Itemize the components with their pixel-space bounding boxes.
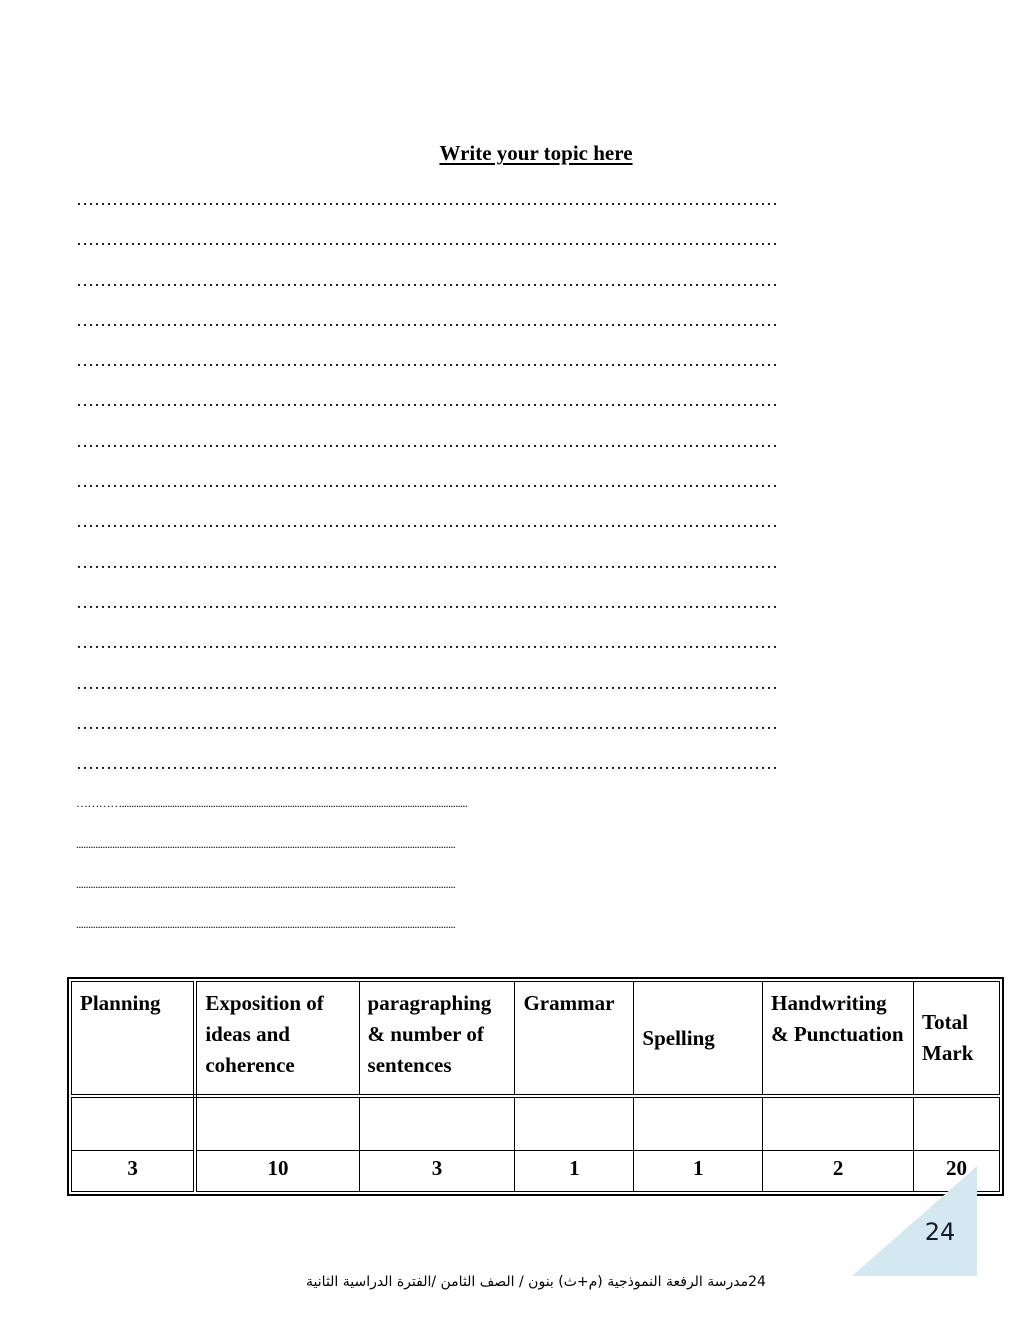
writing-line[interactable]: ……………………………………………………………………………………………………… xyxy=(76,309,778,330)
school-footer: 24مدرسة الرفعة النموذجية (م+ث) بنون / الصف الثامن /الفترة الدراسية الثانية xyxy=(306,1274,766,1290)
topic-title: Write your topic here xyxy=(439,141,633,165)
score-cell-exposition[interactable] xyxy=(195,1096,359,1151)
writing-line[interactable]: .............................................................................................................................................................. xyxy=(76,836,456,851)
score-cell-total[interactable] xyxy=(914,1096,1000,1151)
rubric-header-row xyxy=(72,982,1000,1097)
writing-line[interactable]: ……………………………………………………………………………………………………… xyxy=(76,430,778,451)
writing-line[interactable]: …………................................................................................................................................................ xyxy=(76,796,468,811)
writing-line[interactable]: ……………………………………………………………………………………………………… xyxy=(76,632,778,653)
score-cell-grammar[interactable] xyxy=(515,1096,634,1151)
writing-line[interactable]: .............................................................................................................................................................. xyxy=(76,877,456,892)
max-mark-spelling: 1 xyxy=(634,1151,763,1192)
max-mark-grammar: 1 xyxy=(515,1151,634,1192)
score-cell-handwriting[interactable] xyxy=(763,1096,914,1151)
writing-line[interactable]: ……………………………………………………………………………………………………… xyxy=(76,390,778,411)
writing-line[interactable]: ……………………………………………………………………………………………………… xyxy=(76,350,778,371)
writing-line[interactable]: .............................................................................................................................................................. xyxy=(76,917,456,932)
score-cell-spelling[interactable] xyxy=(634,1096,763,1151)
page-number: 24 xyxy=(924,1218,956,1246)
rubric-header-total: Total Mark xyxy=(914,982,1000,1097)
marking-rubric-table xyxy=(67,977,1004,1196)
rubric-header-handwriting: Handwriting & Punctuation xyxy=(763,982,914,1097)
score-cell-planning[interactable] xyxy=(72,1096,196,1151)
rubric-header-planning: Planning xyxy=(72,982,196,1097)
rubric-header-grammar: Grammar xyxy=(515,982,634,1097)
max-mark-paragraphing: 3 xyxy=(359,1151,515,1192)
writing-lines xyxy=(76,184,998,950)
rubric-score-row xyxy=(72,1096,1000,1151)
max-mark-exposition: 10 xyxy=(195,1151,359,1192)
writing-line[interactable]: ……………………………………………………………………………………………………… xyxy=(76,471,778,492)
writing-line[interactable]: ……………………………………………………………………………………………………… xyxy=(76,753,778,774)
writing-line[interactable]: ……………………………………………………………………………………………………… xyxy=(76,511,778,532)
writing-line[interactable]: ……………………………………………………………………………………………………… xyxy=(76,712,778,733)
max-mark-planning: 3 xyxy=(72,1151,196,1192)
writing-line[interactable]: ……………………………………………………………………………………………………… xyxy=(76,551,778,572)
writing-line[interactable]: ……………………………………………………………………………………………………… xyxy=(76,591,778,612)
rubric-header-paragraphing: paragraphing & number of sentences xyxy=(359,982,515,1097)
max-mark-total: 20 xyxy=(914,1151,1000,1192)
writing-line[interactable]: ……………………………………………………………………………………………………… xyxy=(76,189,778,209)
max-mark-handwriting: 2 xyxy=(763,1151,914,1192)
writing-line[interactable]: ……………………………………………………………………………………………………… xyxy=(76,229,778,250)
rubric-header-spelling: Spelling xyxy=(634,982,763,1097)
rubric-header-exposition: Exposition of ideas and coherence xyxy=(195,982,359,1097)
writing-line[interactable]: ……………………………………………………………………………………………………… xyxy=(76,269,778,290)
score-cell-paragraphing[interactable] xyxy=(359,1096,515,1151)
writing-line[interactable]: ……………………………………………………………………………………………………… xyxy=(76,672,778,693)
